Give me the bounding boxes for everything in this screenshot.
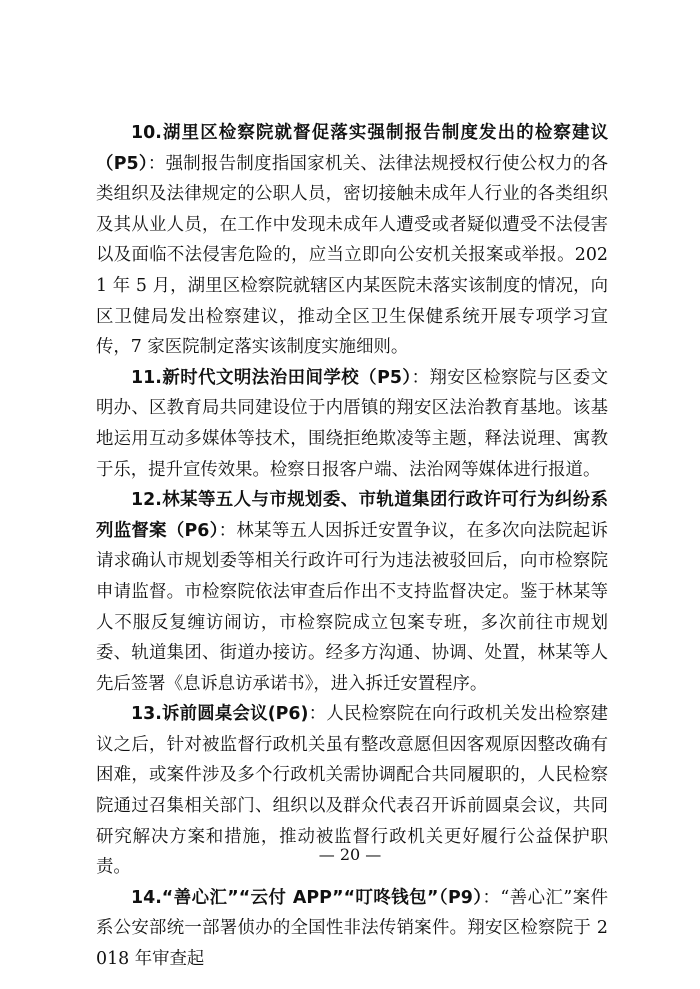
paragraph-10: [96, 118, 608, 363]
paragraph-heading: 13.诉前圆桌会议(P6): [131, 704, 309, 725]
paragraph-text: ：强制报告制度指国家机关、法律法规授权行使公权力的各类组织及法律规定的公职人员，密切接触未成年人行业的各类组织及其从业人员，在工作中发现未成年人遭受或者疑似遭受不法侵害以及面临不法侵害危险的，应当立即向公安机关报案或举报。2021 年 5 月，湖里区检察院就辖区内某医院未落实该制度的情况，向区卫健局发出检察建议，推动全区卫生保健系统开展专项学习宣传，7 家医院制定落实该制度实施细则。: [96, 153, 608, 358]
paragraph-heading: 12.林某等五人与市规划委、市轨道集团行政许可行为纠纷系列监督案（P6）: [96, 490, 608, 541]
paragraph-heading: 14.“善心汇”“云付 APP”“叮咚钱包”（P9）: [131, 887, 483, 908]
paragraph-text: ：人民检察院在向行政机关发出检察建议之后，针对被监督行政机关虽有整改意愿但因客观原因整改确有困难，或案件涉及多个行政机关需协调配合共同履职的，人民检察院通过召集相关部门、组织以及群众代表召开诉前圆桌会议，共同研究解决方案和措施，推动被监督行政机关更好履行公益保护职责。: [96, 704, 608, 878]
paragraph-11: [96, 363, 608, 485]
paragraph-heading: 10.湖里区检察院就督促落实强制报告制度发出的检察建议（P5）: [96, 123, 608, 174]
paragraph-text: ：林某等五人因拆迁安置争议，在多次向法院起诉请求确认市规划委等相关行政许可行为违法被驳回后，向市检察院申请监督。市检察院依法审查后作出不支持监督决定。鉴于林某等人不服反复缠访闹访，市检察院成立包案专班，多次前往市规划委、轨道集团、街道办接访。经多方沟通、协调、处置，林某等人先后签署《息诉息访承诺书》，进入拆迁安置程序。: [96, 520, 608, 694]
paragraph-12: [96, 485, 608, 699]
paragraph-text: ：翔安区检察院与区委文明办、区教育局共同建设位于内厝镇的翔安区法治教育基地。该基地运用互动多媒体等技术，围绕拒绝欺凌等主题，释法说理、寓教于乐，提升宣传效果。检察日报客户端、法治网等媒体进行报道。: [96, 367, 608, 480]
page-number: — 20 —: [318, 845, 382, 864]
paragraph-14: [96, 883, 608, 975]
paragraph-heading: 11.新时代文明法治田间学校（P5）: [131, 367, 412, 388]
paragraph-text: ：“善心汇”案件系公安部统一部署侦办的全国性非法传销案件。翔安区检察院于 2018 年审查起: [96, 887, 608, 970]
